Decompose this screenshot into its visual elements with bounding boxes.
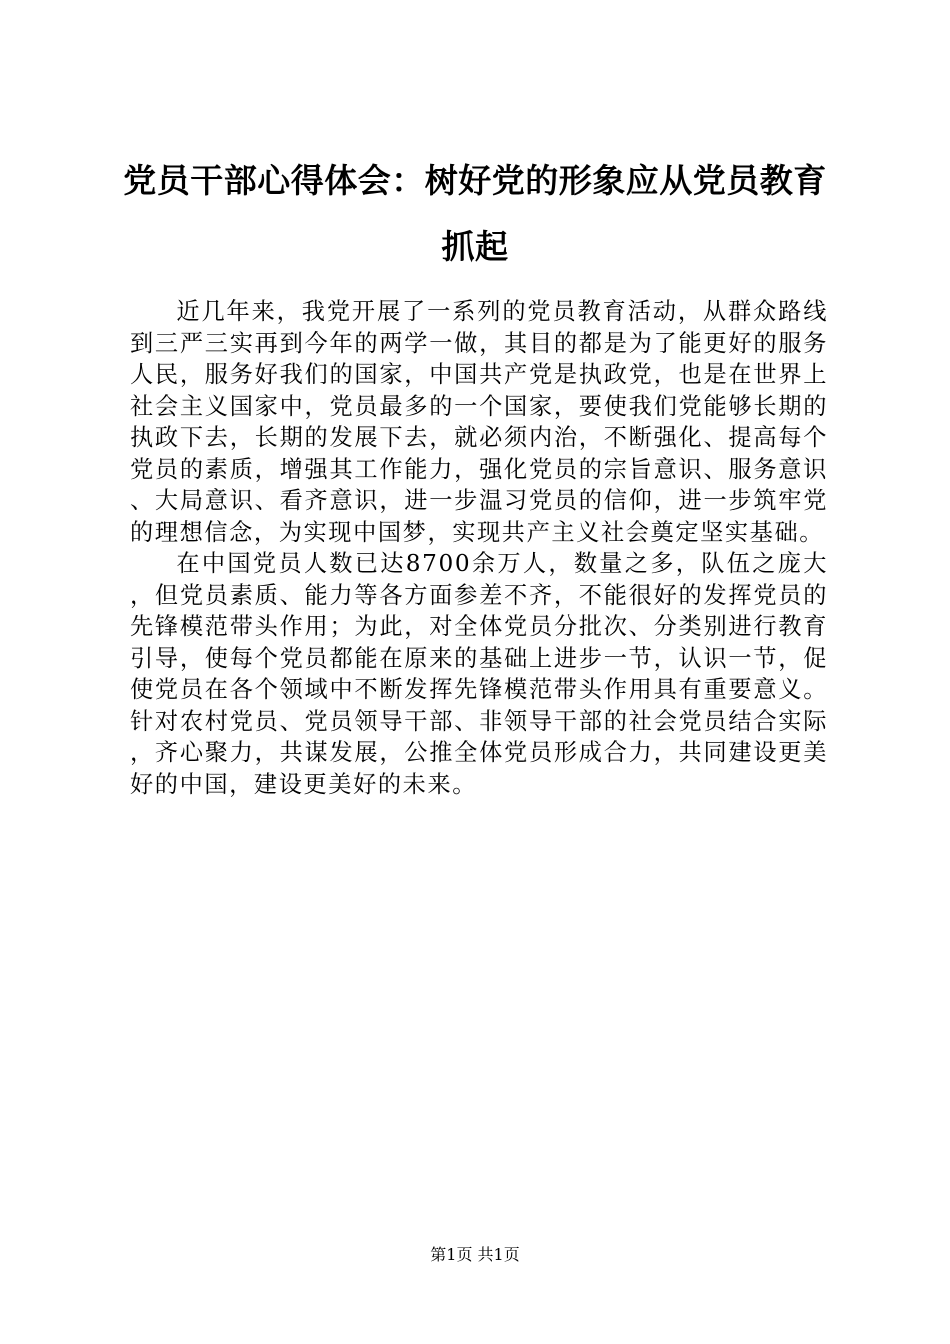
page-footer: 第1页 共1页 [430, 1245, 520, 1264]
paragraph-2: 在中国党员人数已达8700余万人，数量之多，队伍之庞大，但党员素质、能力等各方面参差不齐，不能很好的发挥党员的先锋模范带头作用；为此，对全体党员分批次、分类别进行教育引导，使每个党员都能在原来的基础上进步一节，认识一节，促使党员在各个领域中不断发挥先锋模范带头作用具有重要意义。针对农村党员、党员领导干部、非领导干部的社会党员结合实际，齐心聚力，共谋发展，公推全体党员形成合力，共同建设更美好的中国，建设更美好的未来。 [130, 550, 828, 798]
paragraph-1: 近几年来，我党开展了一系列的党员教育活动，从群众路线到三严三实再到今年的两学一做，其目的都是为了能更好的服务人民，服务好我们的国家，中国共产党是执政党，也是在世界上社会主义国家中，党员最多的一个国家，要使我们党能够长期的执政下去，长期的发展下去，就必须内治，不断强化、提高每个党员的素质，增强其工作能力，强化党员的宗旨意识、服务意识、大局意识、看齐意识，进一步温习党员的信仰，进一步筑牢党的理想信念，为实现中国梦，实现共产主义社会奠定坚实基础。 [130, 298, 828, 546]
document-title: 党员干部心得体会：树好党的形象应从党员教育抓起 [123, 161, 827, 266]
document-body [130, 296, 828, 800]
